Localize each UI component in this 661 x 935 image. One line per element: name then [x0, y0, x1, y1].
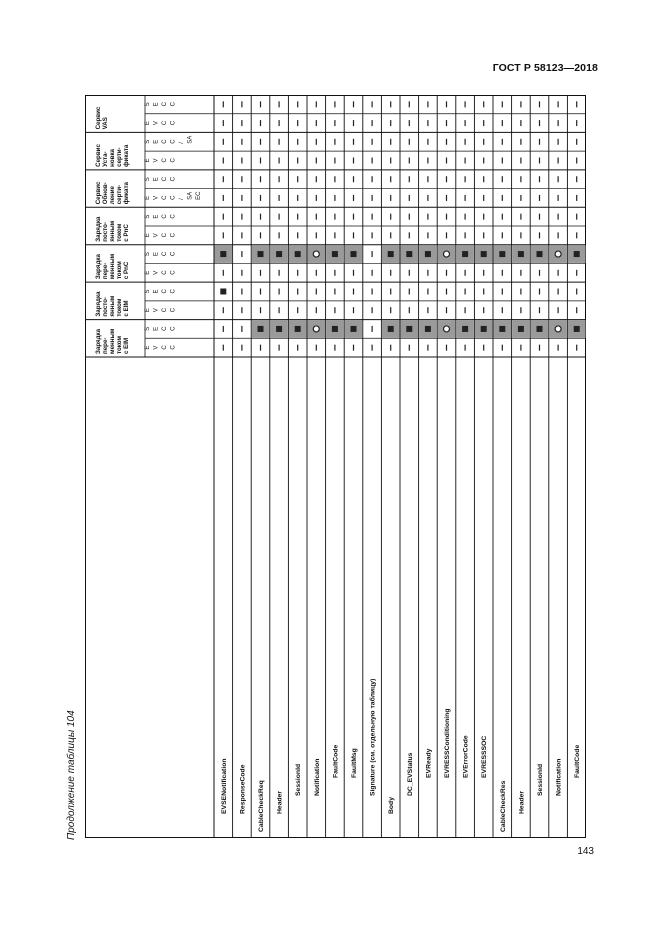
row-label: CableCheckReq — [258, 780, 265, 832]
group-header-label: Зарядкапосто-яннымтокомс EIM — [95, 291, 130, 317]
cell-mark-mandatory — [518, 326, 524, 332]
cell-mark-mandatory — [425, 326, 431, 332]
sub-header-label: S E C C — [145, 102, 177, 107]
sub-header-label: S E C C — [145, 251, 177, 257]
cell-mark-mandatory — [295, 326, 301, 332]
cell-mark-optional — [313, 251, 319, 257]
group-header-label: СервисУста-новкасерти-фиката — [95, 144, 130, 167]
row-label: Notification — [555, 758, 563, 796]
cell-mark-mandatory — [351, 326, 357, 332]
group-header-label: Зарядкапосто-яннымтокомс PnC — [95, 216, 130, 242]
page-number: 143 — [577, 846, 594, 857]
row-label: Header — [276, 790, 284, 814]
row-label: Body — [388, 797, 396, 814]
cell-mark-mandatory — [351, 251, 357, 257]
cell-mark-mandatory — [258, 251, 264, 257]
sub-header-label: E V C C — [145, 120, 177, 126]
sub-header-label: S E C C — [145, 326, 177, 331]
cell-mark-optional — [313, 326, 319, 332]
group-header-label: СервисОбнов-лениесерти-фиката — [95, 181, 130, 205]
row-label: DC_EVStatus — [406, 752, 414, 796]
cell-mark-optional — [555, 251, 561, 257]
group-header-label: Зарядкапере-меннымтокомс PnC — [95, 253, 130, 280]
cell-mark-mandatory — [258, 326, 264, 332]
row-label: EVReady — [425, 748, 433, 778]
sub-header-label: E V C C — [145, 345, 177, 350]
cell-mark-mandatory — [406, 326, 412, 332]
sub-header-label: S E C C — [145, 214, 177, 219]
sub-header-label: E V C C — [145, 233, 177, 238]
row-label: SessionId — [537, 763, 544, 796]
cell-mark-mandatory — [332, 251, 338, 257]
row-label: FaultMsg — [351, 748, 358, 778]
cell-mark-mandatory — [518, 251, 524, 257]
cell-mark-mandatory — [276, 251, 282, 257]
row-label: Header — [518, 790, 526, 814]
row-label: EVRESSSOC — [481, 735, 489, 778]
row-label: CableCheckRes — [499, 780, 507, 832]
row-label: FaultCode — [332, 744, 340, 778]
cell-mark-mandatory — [462, 326, 468, 332]
cell-mark-mandatory — [388, 251, 394, 257]
sub-header-label: E V C C — [145, 307, 177, 313]
cell-mark-mandatory — [574, 326, 580, 332]
row-label: SessionId — [295, 763, 303, 796]
cell-mark-mandatory — [276, 326, 282, 332]
row-label: ResponseCode — [239, 764, 247, 814]
cell-mark-mandatory — [220, 289, 226, 295]
cell-mark-mandatory — [295, 251, 301, 257]
cell-mark-mandatory — [499, 326, 505, 332]
row-label: Notification — [313, 758, 321, 796]
row-label: Signature (см. отдельную таблицу) — [369, 678, 377, 796]
table-grid — [85, 95, 586, 838]
cell-mark-mandatory — [481, 251, 487, 257]
cell-mark-mandatory — [499, 251, 505, 257]
sub-header-label: E V C C / SA EC — [145, 191, 202, 200]
cell-mark-mandatory — [574, 251, 580, 257]
cell-mark-optional — [444, 251, 450, 257]
table-continuation-caption: Продолжение таблицы 104 — [66, 710, 77, 840]
cell-mark-mandatory — [537, 326, 543, 332]
row-label: EVErrorCode — [462, 735, 470, 778]
row-label: EVRESSConditioning — [444, 708, 451, 778]
cell-mark-optional — [555, 326, 561, 332]
document-code: ГОСТ Р 58123—2018 — [492, 62, 598, 74]
group-header-label: СервисVAS — [95, 106, 109, 130]
row-label: EVSENotification — [220, 758, 228, 814]
sub-header-label: E V C C — [145, 270, 177, 275]
row-label: FaultCode — [574, 744, 582, 778]
cell-mark-optional — [444, 326, 450, 332]
cell-mark-mandatory — [425, 251, 431, 257]
cell-mark-mandatory — [332, 326, 338, 332]
sub-header-label: S E C C — [145, 176, 177, 182]
cell-mark-mandatory — [462, 251, 468, 257]
cell-mark-mandatory — [537, 251, 543, 257]
requirements-table — [85, 95, 586, 838]
sub-header-label: S E C C / SA — [145, 135, 194, 144]
group-header-label: Зарядкапере-меннымтокомс EIM — [95, 328, 130, 354]
sub-header-label: S E C C — [145, 289, 177, 294]
cell-mark-mandatory — [220, 251, 226, 257]
sub-header-label: E V C C — [145, 158, 177, 163]
cell-mark-mandatory — [388, 326, 394, 332]
cell-mark-mandatory — [406, 251, 412, 257]
cell-mark-mandatory — [481, 326, 487, 332]
